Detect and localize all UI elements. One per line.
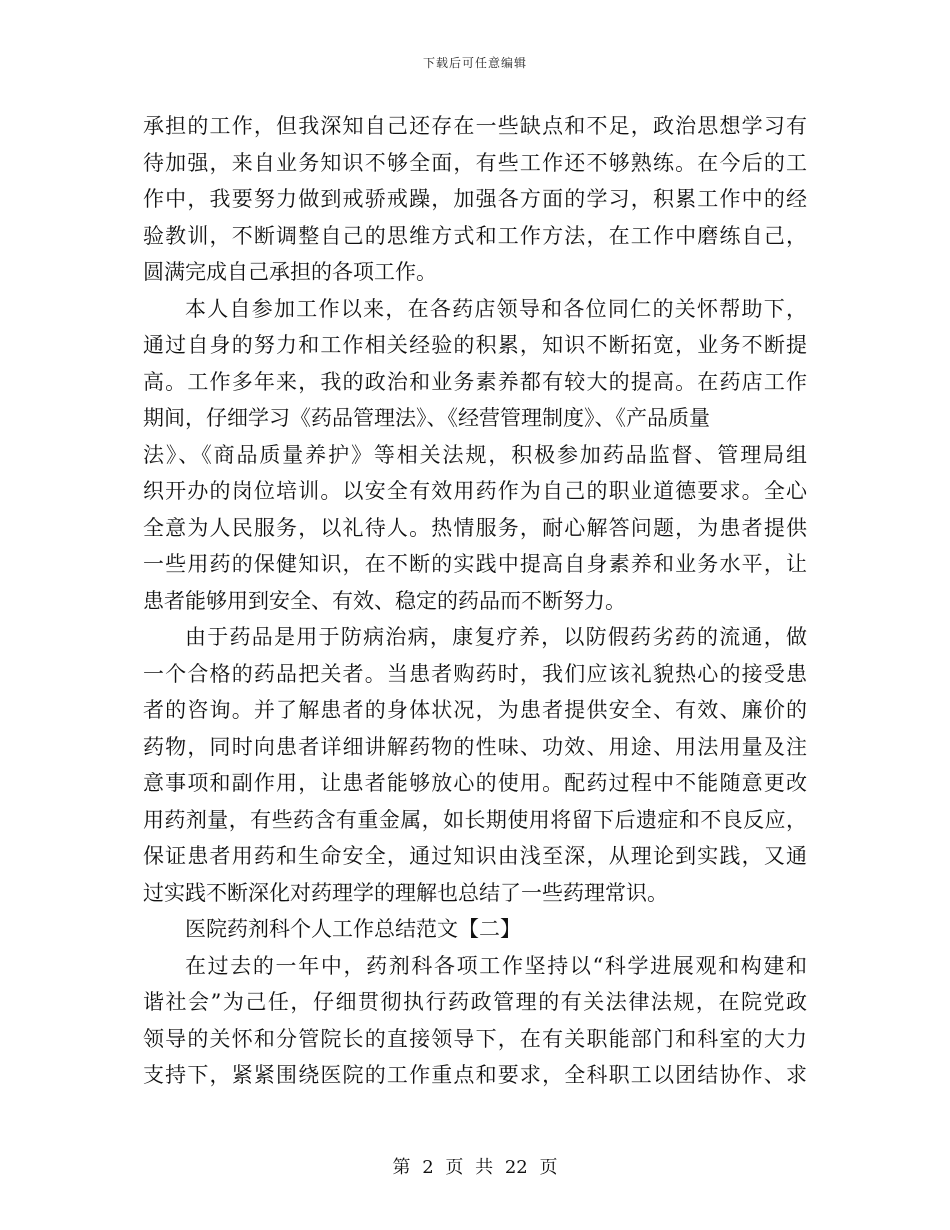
text-line: 一些用药的保健知识，在不断的实践中提高自身素养和业务水平，让 xyxy=(143,552,807,576)
text-line: 待加强，来自业务知识不够全面，有些工作还不够熟练。在今后的工 xyxy=(143,150,807,175)
text-line: 意事项和副作用，让患者能够放心的使用。配药过程中不能随意更改 xyxy=(143,771,807,795)
text-line: 圆满完成自己承担的各项工作。 xyxy=(143,260,437,284)
text-line: 领导的关怀和分管院长的直接领导下，在有关职能部门和科室的大力 xyxy=(143,1026,807,1051)
text-line: 一个合格的药品把关者。当患者购药时，我们应该礼貌热心的接受患 xyxy=(143,661,807,686)
text-line: 保证患者用药和生命安全，通过知识由浅至深，从理论到实践，又通 xyxy=(143,844,807,868)
text-line: 过实践不断深化对药理学的理解也总结了一些药理常识。 xyxy=(143,880,668,905)
text-line: 支持下，紧紧围绕医院的工作重点和要求，全科职工以团结协作、求 xyxy=(143,1063,807,1087)
text-line: 期间，仔细学习《药品管理法》、《经营管理制度》、《产品质量 xyxy=(143,406,710,430)
document-body xyxy=(143,108,807,1094)
text-line: 药物，同时向患者详细讲解药物的性味、功效、用途、用法用量及注 xyxy=(143,734,807,759)
text-line: 全意为人民服务，以礼待人。热情服务，耐心解答问题，为患者提供 xyxy=(143,515,807,540)
text-line: 验教训，不断调整自己的思维方式和工作方法，在工作中磨练自己， xyxy=(143,223,807,248)
text-line: 承担的工作，但我深知自己还存在一些缺点和不足，政治思想学习有 xyxy=(143,114,807,138)
page-number-footer: 第 2 页 共 22 页 xyxy=(392,1157,558,1178)
text-line: 本人自参加工作以来，在各药店领导和各位同仁的关怀帮助下， xyxy=(185,296,807,321)
text-line: 织开办的岗位培训。以安全有效用药作为自己的职业道德要求。全心 xyxy=(143,479,807,503)
text-line: 法》、《商品质量养护》等相关法规，积极参加药品监督、管理局组 xyxy=(143,442,807,467)
text-line: 在过去的一年中，药剂科各项工作坚持以“科学进展观和构建和 xyxy=(185,953,807,978)
text-line: 者的咨询。并了解患者的身体状况，为患者提供安全、有效、廉价的 xyxy=(143,698,807,722)
text-line: 作中，我要努力做到戒骄戒躁，加强各方面的学习，积累工作中的经 xyxy=(143,187,807,211)
text-line: 通过自身的努力和工作相关经验的积累，知识不断拓宽，业务不断提 xyxy=(143,333,807,357)
text-line: 患者能够用到安全、有效、稳定的药品而不断努力。 xyxy=(143,588,626,613)
text-line: 由于药品是用于防病治病，康复疗养，以防假药劣药的流通，做 xyxy=(185,625,807,649)
page-header: 下载后可任意编辑 xyxy=(422,56,527,70)
text-line: 医院药剂科个人工作总结范文【二】 xyxy=(185,917,521,941)
text-line: 高。工作多年来，我的政治和业务素养都有较大的提高。在药店工作 xyxy=(143,369,807,394)
text-line: 谐社会”为己任，仔细贯彻执行药政管理的有关法律法规，在院党政 xyxy=(143,990,807,1014)
text-line: 用药剂量，有些药含有重金属，如长期使用将留下后遗症和不良反应， xyxy=(143,807,807,832)
